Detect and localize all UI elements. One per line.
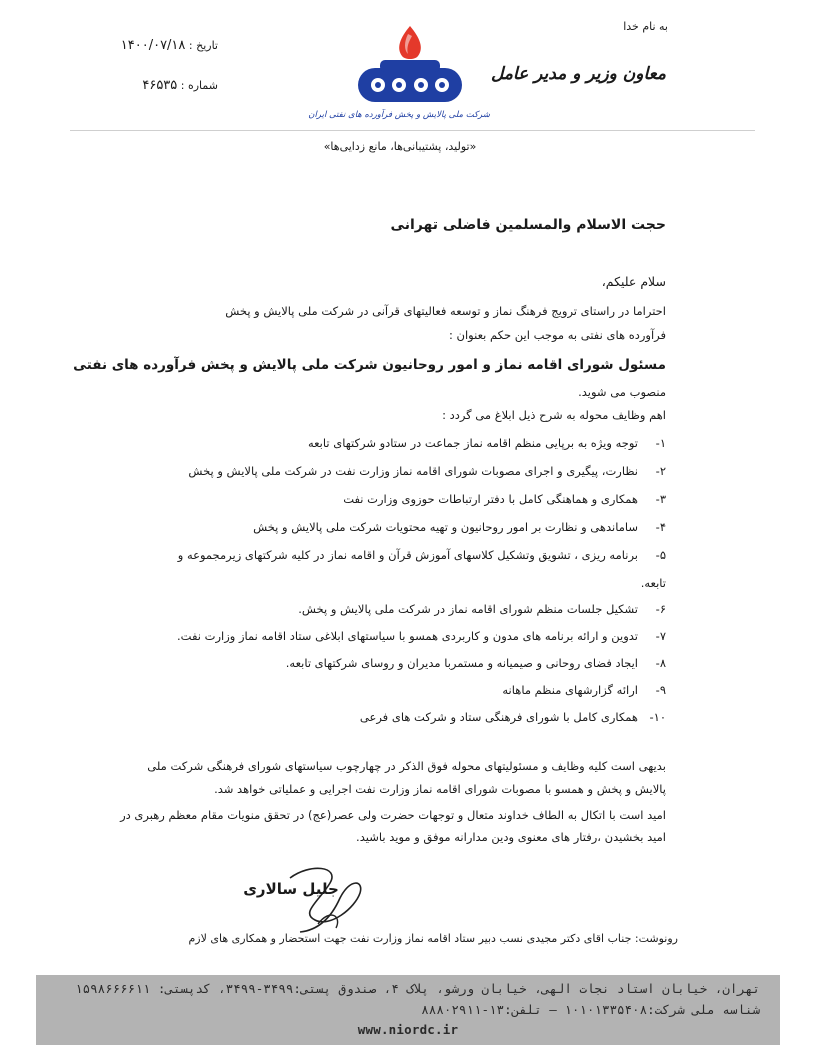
footer-band <box>36 975 780 1045</box>
list-text: نظارت، پیگیری و اجرای مصوبات شورای اقامه نماز وزارت نفت در شرکت ملی پالایش و پخش <box>188 464 638 478</box>
closing-paragraph-1-line-1: بدیهی است کلیه وظایف و مسئولیتهای محوله فوق الذکر در چهارچوب سیاستهای شورای فرهنگی شرکت ملی <box>147 759 666 773</box>
list-number: ۵- <box>655 548 666 562</box>
list-number: ۲- <box>655 464 666 478</box>
list-text: تشکیل جلسات منظم شورای اقامه نماز در شرکت ملی پالایش و پخش. <box>298 602 638 616</box>
duties-intro: اهم وظایف محوله به شرح ذیل ابلاغ می گردد : <box>442 408 666 422</box>
list-text: تابعه. <box>640 576 666 590</box>
list-number: ۸- <box>655 656 666 670</box>
list-text: توجه ویژه به برپایی منظم اقامه نماز جماعت در ستادو شرکتهای تابعه <box>307 436 638 450</box>
footer-national-id: شناسه ملی شرکت:۱۰۱۰۱۳۳۵۴۰۸ — تلفن:۱۳-۸۸۸۰۲۹۱۱ <box>421 1002 760 1017</box>
list-item <box>6 488 666 510</box>
list-number: ۱- <box>655 436 666 450</box>
flame-icon <box>399 26 421 59</box>
closing-paragraph-2-line-2: امید بخشیدن ،رفتار های معنوی ودین مدارانه موفق و موید باشید. <box>356 830 666 844</box>
company-name: شرکت ملی پالایش و پخش فرآورده های نفتی ایران <box>308 110 490 120</box>
list-number: ۶- <box>655 602 666 616</box>
basmala: به نام خدا <box>623 20 668 33</box>
footer-address: تهران، خیابان استاد نجات الهی، خیابان ورشو، پلاک ۴، صندوق پستی:۳۴۹۹-۳۴۹۹، کدپستی: ۱۵۹۸۶۶۶۶۱۱ <box>75 981 760 996</box>
closing-paragraph-1-line-2: پالایش و پخش و همسو با مصوبات شورای اقامه نماز وزارت نفت اجرایی و عملیاتی خواهد شد. <box>214 782 666 796</box>
list-text: همکاری کامل با شورای فرهنگی ستاد و شرکت های فرعی <box>359 710 638 724</box>
header-divider <box>70 130 755 131</box>
list-item <box>6 652 666 674</box>
recipient: حجت الاسلام والمسلمین فاضلی تهرانی <box>390 217 666 233</box>
sender-title: معاون وزیر و مدیر عامل <box>490 64 666 84</box>
list-text: ایجاد فضای روحانی و صیمیانه و مستمربا مدیران و روسای شرکتهای تابعه. <box>285 656 638 670</box>
slogan: «تولید، پشتیبانی‌ها، مانع زدایی‌ها» <box>323 140 477 153</box>
list-item <box>6 625 666 647</box>
number-value: ۴۶۵۳۵ <box>142 78 178 93</box>
number-label: شماره : <box>180 79 218 92</box>
date-value: ۱۴۰۰/۰۷/۱۸ <box>120 38 186 53</box>
list-number: ۹- <box>655 683 666 697</box>
intro-line-1: احتراما در راستای ترویج فرهنگ نماز و توسعه فعالیتهای قرآنی در شرکت ملی پالایش و پخش <box>225 304 666 318</box>
list-text: ارائه گزارشهای منظم ماهانه <box>502 683 638 697</box>
list-text: ساماندهی و نظارت بر امور روحانیون و تهیه محتویات شرکت ملی پالایش و پخش <box>253 520 638 534</box>
number-field <box>104 78 218 93</box>
date-field <box>88 38 218 53</box>
company-logo <box>350 24 470 106</box>
list-item <box>6 679 666 701</box>
handwritten-signature <box>270 858 380 938</box>
cc-line: رونوشت: جناب اقای دکتر مجیدی نسب دبیر ستاد اقامه نماز وزارت نفت جهت استحضار و همکاری های لازم <box>188 932 678 945</box>
list-item <box>6 432 666 454</box>
list-text: همکاری و هماهنگی کامل با دفتر ارتباطات حوزوی وزارت نفت <box>343 492 638 506</box>
date-label: تاریخ : <box>188 39 218 52</box>
list-number: ۱۰- <box>649 710 666 724</box>
intro-line-2: فرآورده های نفتی به موجب این حکم بعنوان : <box>449 328 666 342</box>
list-item <box>6 544 666 566</box>
list-item <box>6 460 666 482</box>
list-text: برنامه ریزی ، تشویق وتشکیل کلاسهای آموزش قرآن و اقامه نماز در کلیه شرکتهای زیرمجموعه و <box>177 548 638 562</box>
list-number: ۴- <box>655 520 666 534</box>
list-item <box>6 706 666 728</box>
greeting: سلام علیکم، <box>601 274 666 289</box>
list-item-continuation <box>6 572 666 594</box>
duties-list <box>6 432 666 732</box>
footer-website: www.niordc.ir <box>357 1022 459 1037</box>
appointed-line: منصوب می شوید. <box>578 385 666 399</box>
list-number: ۳- <box>655 492 666 506</box>
list-number: ۷- <box>655 629 666 643</box>
signatory-name: جلیل سالاری <box>243 880 339 898</box>
list-text: تدوین و ارائه برنامه های مدون و کاربردی همسو با سیاستهای ابلاغی ستاد اقامه نماز وزارت نفت. <box>177 629 638 643</box>
list-item <box>6 598 666 620</box>
position-title: مسئول شورای اقامه نماز و امور روحانیون شرکت ملی پالایش و پخش فرآورده های نفتی <box>73 357 666 373</box>
list-item <box>6 516 666 538</box>
closing-paragraph-2-line-1: امید است با اتکال به الطاف خداوند متعال و توجهات حضرت ولی عصر(عج) در تحقق منویات مقام معظم رهبری در <box>120 808 666 822</box>
